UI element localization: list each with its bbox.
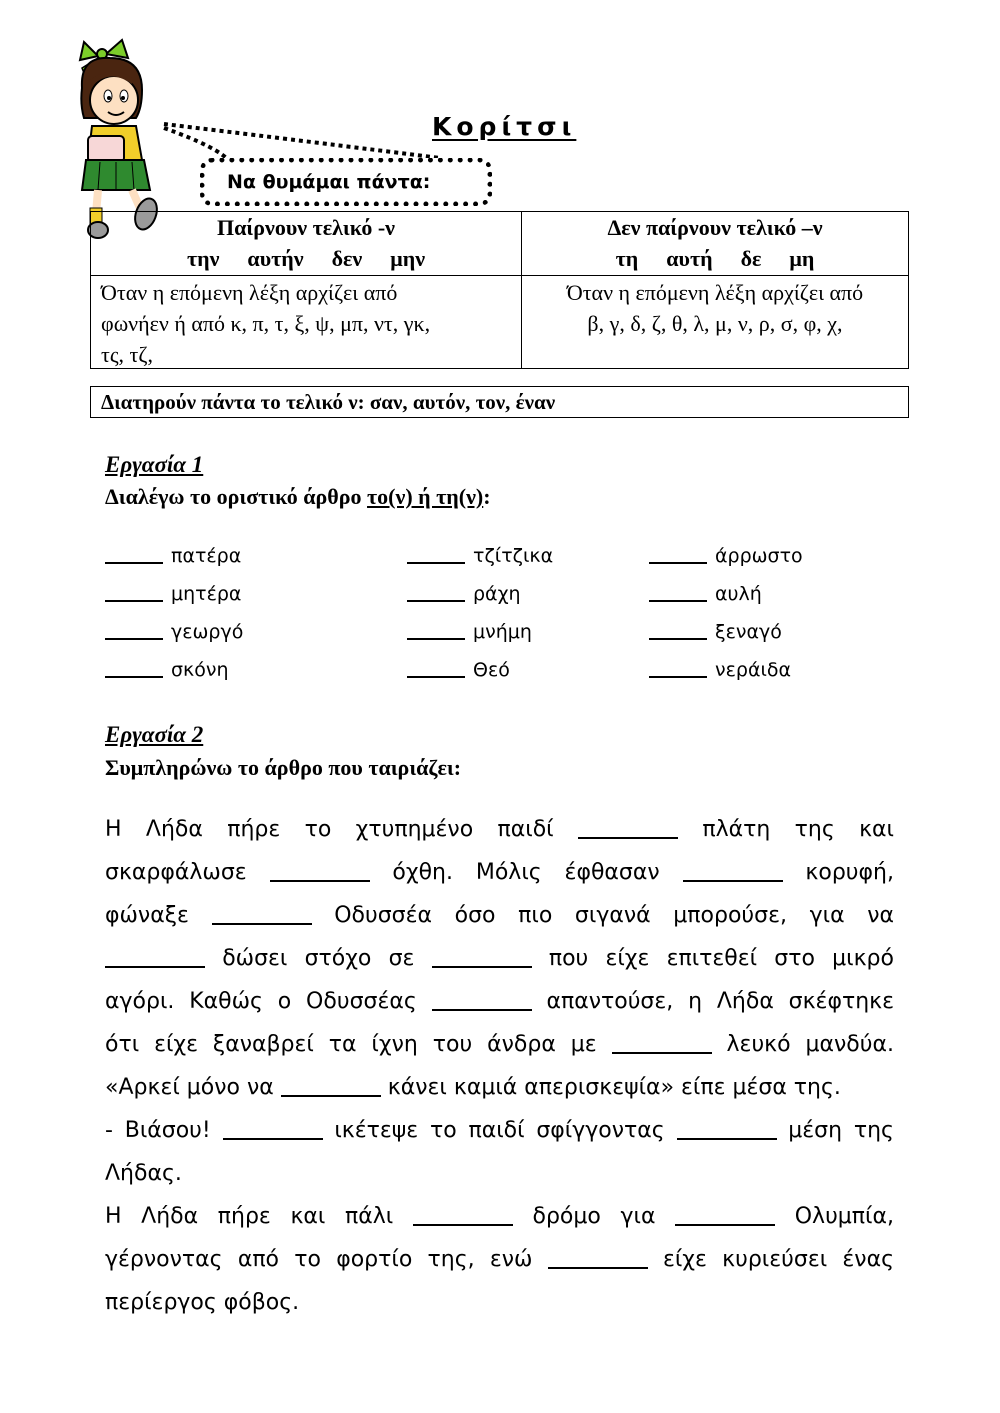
- passage-line: [105, 1238, 894, 1281]
- word-text: ξεναγό: [715, 621, 782, 643]
- article-blank[interactable]: [649, 544, 707, 564]
- text-segment: περίεργος φόβος.: [105, 1290, 300, 1315]
- passage-line: [105, 980, 894, 1023]
- passage-line: [105, 808, 894, 851]
- passage-line: [105, 1023, 894, 1066]
- word-text: πατέρα: [171, 545, 242, 567]
- word-text: μνήμη: [473, 621, 532, 643]
- right-rule-cell: [526, 277, 904, 339]
- text-segment: φώναξε: [105, 903, 189, 928]
- article-blank[interactable]: [281, 1075, 381, 1097]
- passage-line: [105, 1281, 894, 1324]
- word: δεν: [331, 246, 363, 271]
- passage-line: [105, 1152, 894, 1195]
- article-blank[interactable]: [407, 658, 465, 678]
- word-item: [649, 658, 791, 681]
- right-header: Δεν παίρνουν τελικό –ν: [607, 215, 823, 240]
- article-blank[interactable]: [677, 1118, 777, 1140]
- text-segment: που είχε επιτεθεί στο μικρό: [548, 946, 894, 971]
- passage-line: [105, 1195, 894, 1238]
- word-text: Θεό: [473, 659, 510, 681]
- rule-line: τς, τζ,: [101, 342, 154, 367]
- article-blank[interactable]: [578, 817, 678, 839]
- rules-table: [90, 211, 909, 369]
- word: μην: [390, 246, 426, 271]
- text-segment: - Βιάσου!: [105, 1118, 211, 1143]
- reminder-bubble: Να θυμάμαι πάντα:: [200, 158, 492, 206]
- text-segment: Η Λήδα πήρε και πάλι: [105, 1204, 394, 1229]
- word: την: [186, 246, 220, 271]
- word-item: [407, 620, 532, 643]
- rule-line: Όταν η επόμενη λέξη αρχίζει από: [101, 280, 398, 305]
- article-blank[interactable]: [612, 1032, 712, 1054]
- instruction-underlined: το(ν) ή τη(ν): [367, 484, 484, 509]
- article-blank[interactable]: [212, 903, 312, 925]
- word: αυτήν: [247, 246, 304, 271]
- text-segment: πλάτη της και: [702, 817, 894, 842]
- word-item: [105, 658, 229, 681]
- text-segment: Η Λήδα πήρε το χτυπημένο παιδί: [105, 817, 554, 842]
- left-words: [91, 243, 521, 274]
- word-item: [649, 620, 782, 643]
- right-words: [522, 243, 908, 274]
- text-segment: όχθη. Μόλις έφθασαν: [392, 860, 660, 885]
- article-blank[interactable]: [105, 544, 163, 564]
- article-blank[interactable]: [548, 1247, 648, 1269]
- passage-line: [105, 1109, 894, 1152]
- article-blank[interactable]: [407, 544, 465, 564]
- table-divider: [91, 275, 908, 276]
- word-text: γεωργό: [171, 621, 244, 643]
- word-item: [105, 544, 241, 567]
- text-segment: ικέτεψε το παιδί σφίγγοντας: [334, 1118, 665, 1143]
- article-blank[interactable]: [432, 946, 532, 968]
- article-blank[interactable]: [105, 582, 163, 602]
- word-item: [407, 582, 521, 605]
- article-blank[interactable]: [413, 1204, 513, 1226]
- text-segment: δώσει στόχο σε: [222, 946, 415, 971]
- right-header-cell: [522, 212, 908, 275]
- article-blank[interactable]: [649, 658, 707, 678]
- text-segment: Οδυσσέα όσο πιο σιγανά μπορούσε, για να: [334, 903, 894, 928]
- text-segment: Λήδας.: [105, 1161, 182, 1186]
- text-segment: σκαρφάλωσε: [105, 860, 247, 885]
- rule-line: φωνήεν ή από κ, π, τ, ξ, ψ, μπ, ντ, γκ,: [101, 311, 431, 336]
- text-segment: απαντούσε, η Λήδα σκέφτηκε: [546, 989, 894, 1014]
- passage-line: [105, 1066, 894, 1109]
- word-item: [407, 658, 510, 681]
- article-blank[interactable]: [683, 860, 783, 882]
- left-header: Παίρνουν τελικό -ν: [217, 215, 395, 240]
- instruction-colon: :: [483, 484, 491, 509]
- word: μη: [789, 246, 815, 271]
- page-title: Κορίτσι: [432, 112, 577, 141]
- word-text: ράχη: [473, 583, 521, 605]
- word: αυτή: [666, 246, 713, 271]
- task2-label: Εργασία 2: [105, 722, 204, 747]
- word-text: μητέρα: [171, 583, 242, 605]
- passage-line: [105, 851, 894, 894]
- article-blank[interactable]: [407, 582, 465, 602]
- article-blank[interactable]: [432, 989, 532, 1011]
- text-segment: είχε κυριεύσει ένας: [662, 1247, 894, 1272]
- article-blank[interactable]: [105, 658, 163, 678]
- task2-instruction: Συμπληρώνω το άρθρο που ταιριάζει:: [105, 755, 462, 780]
- word-item: [407, 544, 553, 567]
- article-blank[interactable]: [407, 620, 465, 640]
- text-segment: δρόμο για: [532, 1204, 656, 1229]
- left-header-cell: [91, 212, 521, 275]
- word: δε: [740, 246, 762, 271]
- word-text: σκόνη: [171, 659, 229, 681]
- word-text: νεράιδα: [715, 659, 792, 681]
- instruction-text: Διαλέγω το οριστικό άρθρο: [105, 484, 368, 509]
- text-segment: λευκό μανδύα.: [726, 1032, 894, 1057]
- word-text: αυλή: [715, 583, 762, 605]
- passage-line: [105, 937, 894, 980]
- task1-instruction: [105, 484, 491, 510]
- text-segment: μέση της: [788, 1118, 894, 1143]
- text-segment: γέρνοντας από το φορτίο της, ενώ: [105, 1247, 533, 1272]
- word-text: τζίτζικα: [473, 545, 554, 567]
- article-blank[interactable]: [270, 860, 370, 882]
- article-blank[interactable]: [675, 1204, 775, 1226]
- article-blank[interactable]: [105, 946, 205, 968]
- rule-line: Όταν η επόμενη λέξη αρχίζει από: [566, 280, 864, 305]
- keep-rule-box: Διατηρούν πάντα το τελικό ν: σαν, αυτόν, τον, έναν: [90, 386, 909, 418]
- text-segment: αγόρι. Καθώς ο Οδυσσέας: [105, 989, 417, 1014]
- word-text: άρρωστο: [715, 545, 803, 567]
- text-segment: Ολυμπία,: [794, 1204, 894, 1229]
- task2-passage: [105, 808, 894, 1324]
- passage-line: [105, 894, 894, 937]
- word-item: [105, 620, 243, 643]
- text-segment: κορυφή,: [805, 860, 894, 885]
- word: τη: [615, 246, 639, 271]
- task1-label: Εργασία 1: [105, 452, 204, 477]
- text-segment: «Αρκεί μόνο να: [105, 1075, 274, 1100]
- rule-line: β, γ, δ, ζ, θ, λ, μ, ν, ρ, σ, φ, χ,: [587, 311, 843, 336]
- word-item: [105, 582, 241, 605]
- left-rule-cell: [101, 277, 516, 370]
- text-segment: ότι είχε ξαναβρεί τα ίχνη του άνδρα με: [105, 1032, 597, 1057]
- article-blank[interactable]: [649, 620, 707, 640]
- text-segment: κάνει καμιά απερισκεψία» είπε μέσα της.: [387, 1075, 841, 1100]
- article-blank[interactable]: [649, 582, 707, 602]
- article-blank[interactable]: [105, 620, 163, 640]
- article-blank[interactable]: [223, 1118, 323, 1140]
- word-item: [649, 582, 762, 605]
- word-item: [649, 544, 803, 567]
